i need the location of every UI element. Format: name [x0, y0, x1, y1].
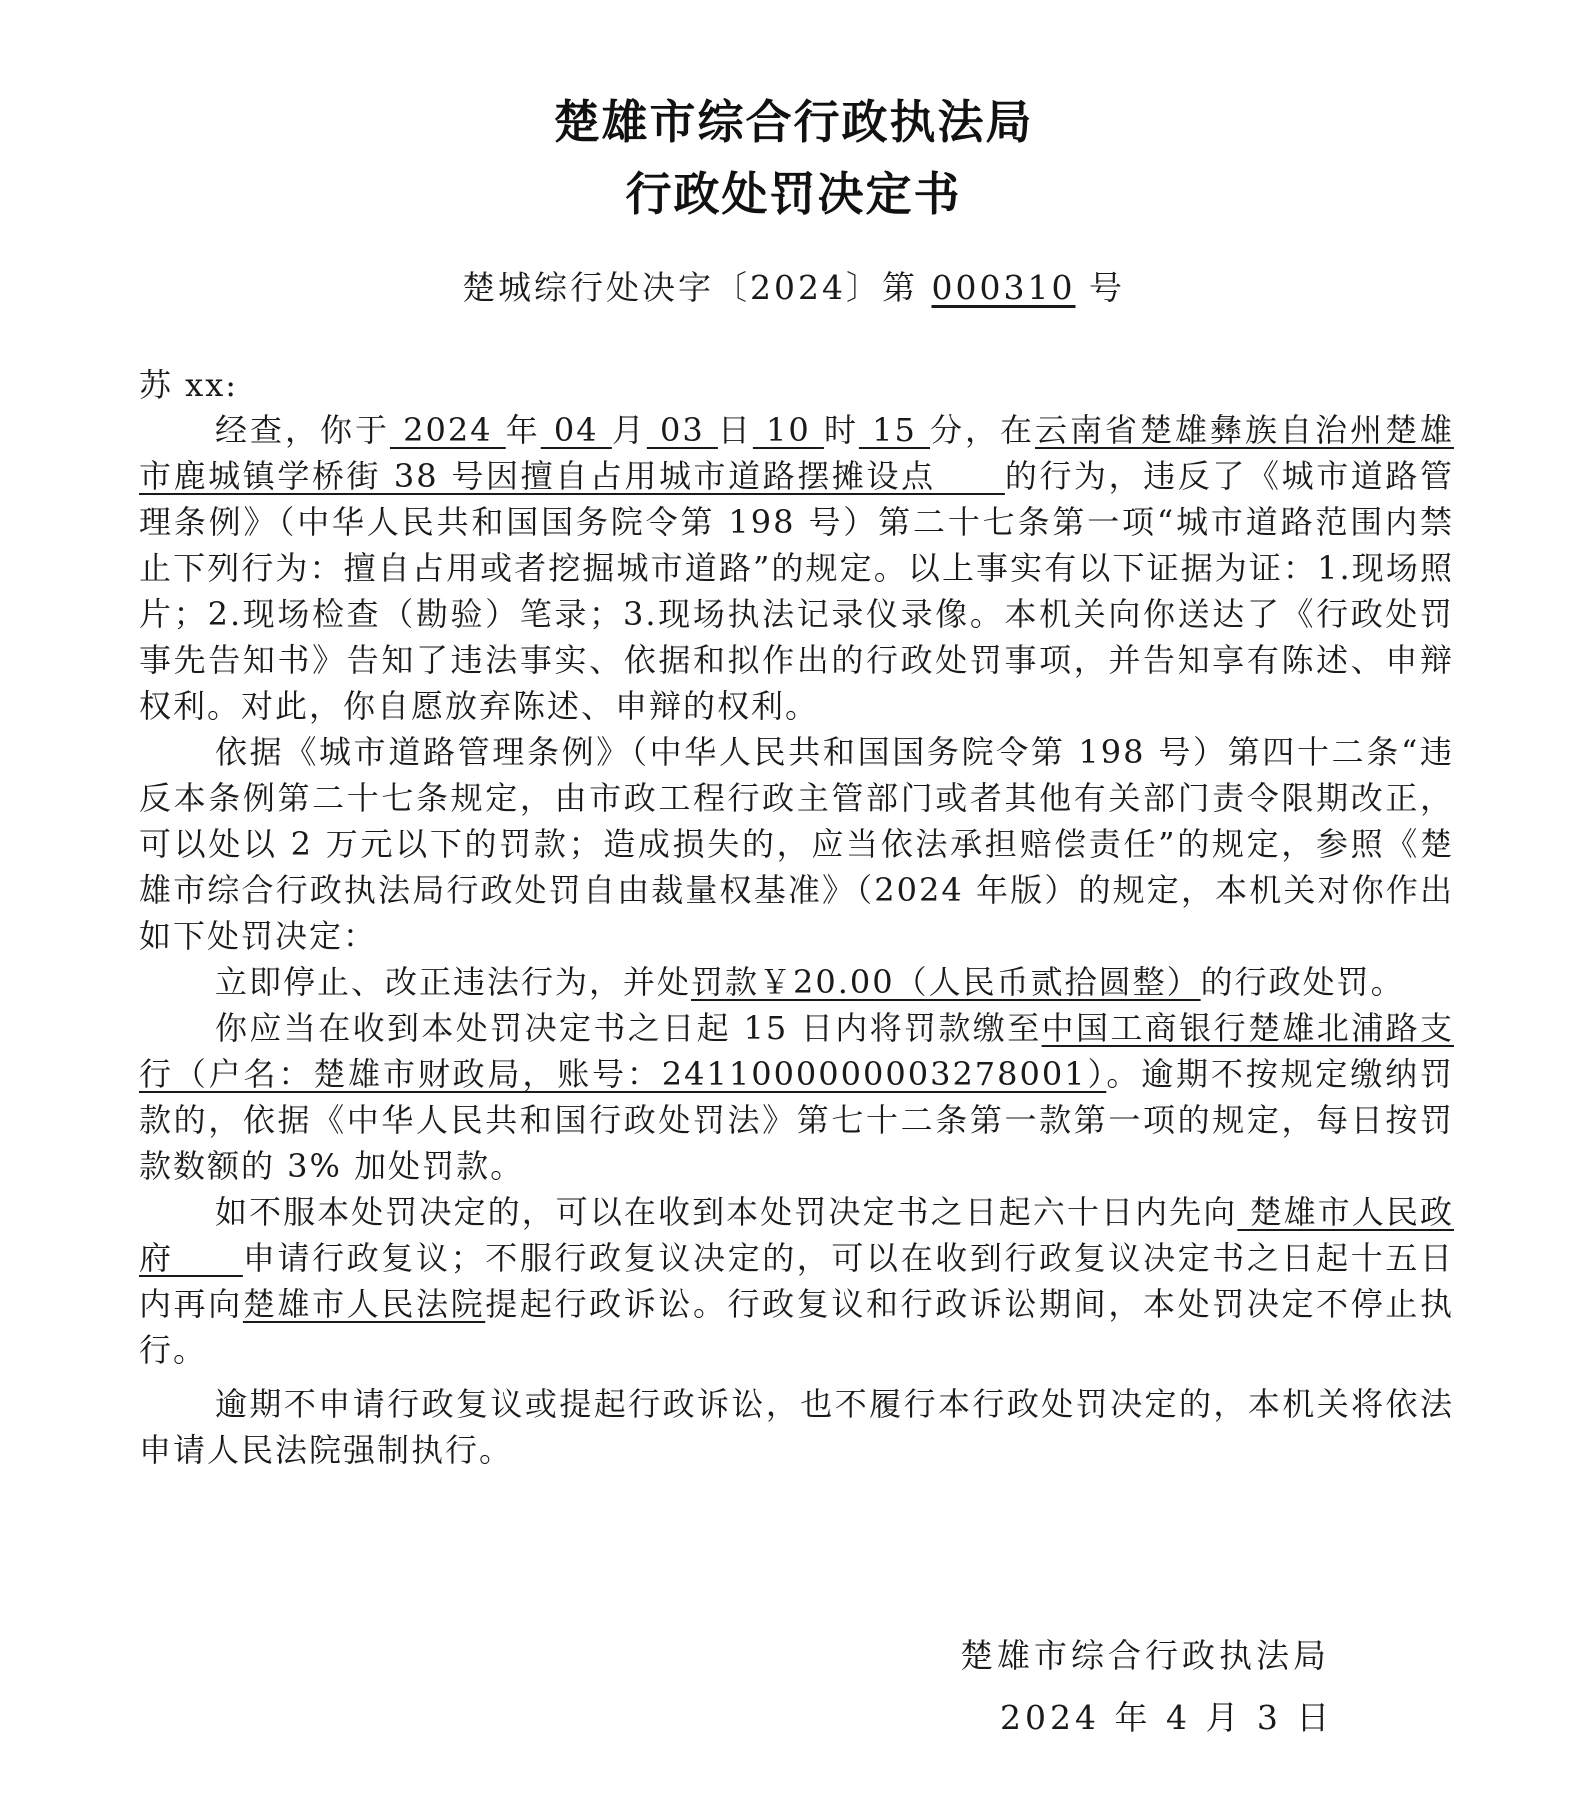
filled-minute: 15 — [858, 411, 931, 449]
issue-date: 2024 年 4 月 3 日 — [1000, 1698, 1334, 1737]
text-span: 立即停止、改正违法行为，并处 — [215, 963, 692, 1001]
text-span: 提起行政诉讼。行政复议和行政诉讼期间，本处罚决定不停止执行。 — [139, 1285, 1454, 1369]
text-span: 年 — [505, 411, 541, 449]
text-span: 日 — [717, 411, 753, 449]
paragraph-enforcement: 逾期不申请行政复议或提起行政诉讼，也不履行本行政处罚决定的，本机关将依法申请人民法院强制执行。 — [139, 1385, 1454, 1469]
filled-month: 04 — [540, 411, 612, 449]
issuer-signature: 楚雄市综合行政执法局 — [960, 1636, 1330, 1675]
text-span: 申请行政复议；不服行政复议决定的，可以在收到行政复议决定书之日起十五日内再向 — [139, 1239, 1454, 1323]
paragraph-appeal — [139, 1189, 1454, 1373]
text-span: 。逾期不按规定缴纳罚款的，依据《中华人民共和国行政处罚法》第七十二条第一款第一项的规定，每日按罚款数额的 3% 加处罚款。 — [139, 1055, 1454, 1185]
issuer-title: 楚雄市综合行政执法局 — [553, 95, 1034, 149]
filled-court: 楚雄市人民法院 — [242, 1285, 486, 1323]
filled-hour: 10 — [752, 411, 824, 449]
filled-review-authority: 楚雄市人民政府 — [139, 1193, 1454, 1277]
addressee: 苏 xx: — [139, 366, 239, 404]
doc-no-suffix: 号 — [1088, 268, 1125, 307]
paragraph-legal-basis: 依据《城市道路管理条例》（中华人民共和国国务院令第 198 号）第四十二条“违反本条例第二十七条规定，由市政工程行政主管部门或者其他有关部门责令限期改正，可以处以 2 万元以下的罚款；造成损失的，应当依法承担赔偿责任”的规定，参照《楚雄市综合行政执法局行政处罚自由裁量权基准》（2024 年版）的规定，本机关对你作出如下处罚决定： — [139, 733, 1454, 955]
text-span: 时 — [823, 411, 859, 449]
filled-penalty: 罚款￥20.00（人民币贰拾圆整） — [691, 963, 1201, 1001]
doc-no-number: 000310 — [931, 268, 1076, 307]
paragraph-facts — [139, 407, 1454, 729]
document-body — [139, 407, 1454, 1473]
text-span: 分，在 — [930, 411, 1036, 449]
text-span: 你应当在收到本处罚决定书之日起 15 日内将罚款缴至 — [215, 1009, 1042, 1047]
text-span: 经查，你于 — [215, 411, 390, 449]
paragraph-payment — [139, 1005, 1454, 1189]
paragraph-decision — [139, 959, 1454, 1005]
text-span: 的行为，违反了《城市道路管理条例》（中华人民共和国国务院令第 198 号）第二十七条第一项“城市道路范围内禁止下列行为：擅自占用或者挖掘城市道路”的规定。以上事实有以下证据为证：1.现场照片；2.现场检查（勘验）笔录；3.现场执法记录仪录像。本机关向你送达了《行政处罚事先告知书》告知了违法事实、依据和拟作出的行政处罚事项，并告知享有陈述、申辩权利。对此，你自愿放弃陈述、申辩的权利。 — [139, 457, 1454, 725]
document-number — [0, 262, 1587, 309]
text-span: 月 — [611, 411, 647, 449]
doc-no-prefix: 楚城综行处决字〔2024〕第 — [462, 268, 918, 307]
filled-year: 2024 — [389, 411, 506, 449]
text-span: 的行政处罚。 — [1200, 963, 1405, 1001]
filled-day: 03 — [646, 411, 718, 449]
filled-bank-account: 中国工商银行楚雄北浦路支行（户名：楚雄市财政局，账号：2411000000003278001） — [139, 1009, 1454, 1093]
text-span: 如不服本处罚决定的，可以在收到本处罚决定书之日起六十日内先向 — [215, 1193, 1238, 1231]
document-title: 行政处罚决定书 — [625, 167, 962, 221]
filled-location: 云南省楚雄彝族自治州楚雄市鹿城镇学桥街 38 号因擅自占用城市道路摆摊设点 — [139, 411, 1454, 495]
